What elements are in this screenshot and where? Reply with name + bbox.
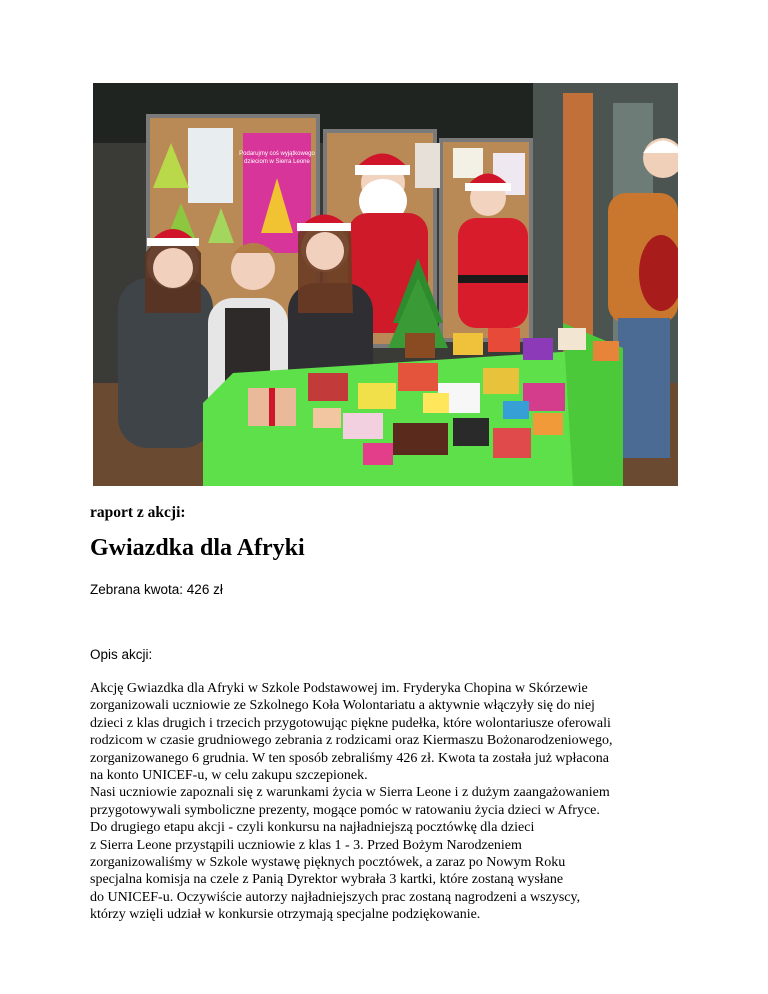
paragraph-line: Nasi uczniowie zapoznali się z warunkami życia w Sierra Leone i z dużym zaangażowaniem (90, 785, 610, 801)
paragraph-line: do UNICEF-u. Oczywiście autorzy najładniejszych prac zostaną nagrodzeni a wszyscy, (90, 889, 581, 905)
paragraph-line: Do drugiego etapu akcji - czyli konkursu na najładniejszą pocztówkę dla dzieci (90, 820, 535, 836)
paragraph-line: zorganizowali uczniowie ze Szkolnego Koła Wolontariatu a aktywnie włączyły się do niej (90, 698, 595, 714)
paragraph-line: Akcję Gwiazdka dla Afryki w Szkole Podstawowej im. Fryderyka Chopina w Skórzewie (90, 681, 588, 696)
paragraph-line: przygotowywali symboliczne prezenty, mogące pomóc w ratowaniu życia dzieci w Afryce. (90, 802, 600, 818)
poster-text-1: Podarujmy coś wyjątkowego (239, 151, 315, 157)
paragraph-line: którzy wzięli udział w konkursie otrzymają specjalne podziękowanie. (90, 907, 481, 923)
paragraph-line: zorganizowanego 6 grudnia. W ten sposób zebraliśmy 426 zł. Kwota ta została już wpłacona (90, 750, 610, 766)
paragraph-line: na konto UNICEF-u, w celu zakupu szczepionek. (90, 768, 368, 784)
description-paragraph (90, 680, 730, 924)
poster-text-2: dzieciom w Sierra Leone (244, 159, 310, 165)
paragraph-line: specjalna komisja na czele z Panią Dyrektor wybrała 3 kartki, które zostaną wysłane (90, 872, 564, 888)
event-photo-illustration (93, 83, 678, 486)
event-photo (93, 83, 678, 486)
paragraph-line: zorganizowaliśmy w Szkole wystawę pięknych pocztówek, a zaraz po Nowym Roku (90, 855, 566, 871)
paragraph-line: dzieci z klas drugich i trzecich przygotowując piękne pudełka, które wolontariusze oferowali (90, 715, 611, 731)
paragraph-line: z Sierra Leone przystąpili uczniowie z klas 1 - 3. Przed Bożym Narodzeniem (90, 837, 522, 853)
report-title: Gwiazdka dla Afryki (90, 535, 305, 561)
collected-amount: Zebrana kwota: 426 zł (90, 582, 223, 597)
paragraph-line: rodzicom w czasie grudniowego zebrania z rodzicami oraz Kiermaszu Bożonarodzeniowego, (90, 733, 613, 749)
report-subtitle: raport z akcji: (90, 504, 186, 521)
description-label: Opis akcji: (90, 647, 153, 662)
